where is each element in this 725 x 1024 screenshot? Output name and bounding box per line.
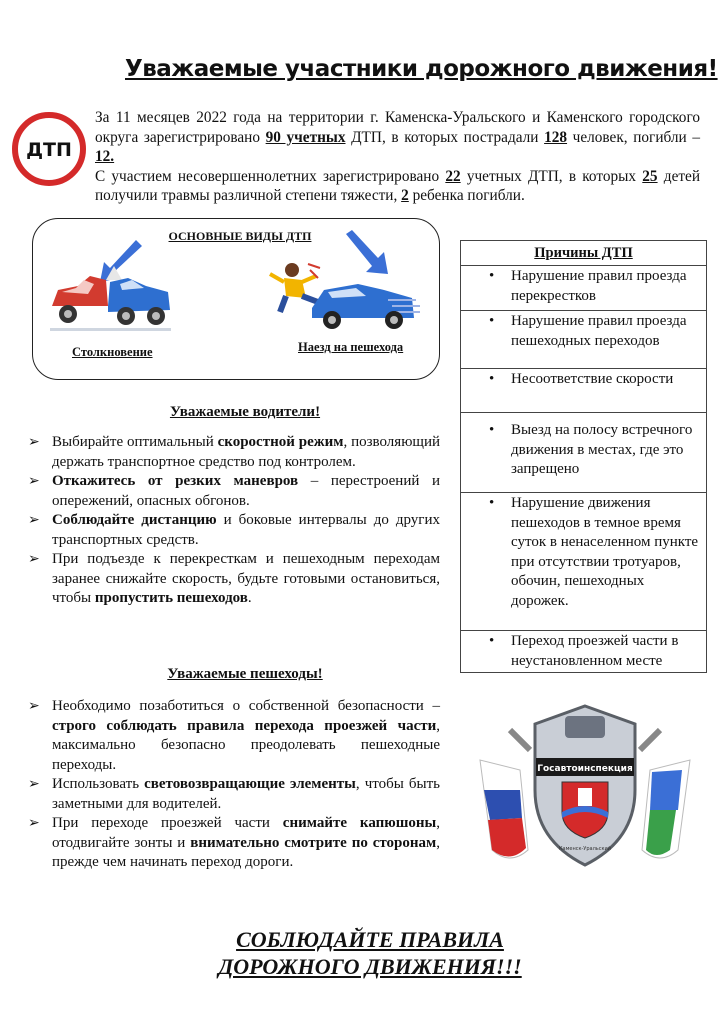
emblem-banner: Госавтоинспекция — [537, 764, 633, 774]
footer-line-2: ДОРОЖНОГО ДВИЖЕНИЯ!!! — [218, 954, 522, 979]
arrow-icon — [346, 230, 388, 274]
arrow-bullet-icon: ➢ — [28, 513, 40, 528]
arrow-bullet-icon: ➢ — [28, 816, 40, 831]
list-item: ➢ Соблюдайте дистанцию и боковые интервалы до других транспортных средств. — [28, 512, 440, 548]
bullet-icon: • — [489, 422, 495, 438]
arrow-icon — [100, 240, 142, 282]
dtp-sign-icon — [12, 112, 86, 186]
list-item: ➢ Использовать световозвращающие элементы, чтобы быть заметными для водителей. — [28, 776, 441, 812]
arrow-bullet-icon: ➢ — [28, 777, 40, 792]
bullet-icon: • — [489, 268, 495, 284]
bullet-icon: • — [489, 633, 495, 649]
page-title: Уважаемые участники дорожного движения! — [125, 56, 718, 82]
footer-slogan — [150, 926, 590, 980]
reason-row: • Нарушение правил проезда перекрестков — [461, 266, 706, 311]
bullet-icon: • — [489, 313, 495, 329]
list-item: ➢ Выбирайте оптимальный скоростной режим, позволяющий держать транспортное средство под контролем. — [28, 434, 441, 470]
reason-row: • Нарушение движения пешеходов в темное время суток в ненаселенном пункте при отсутствии тротуаров, обочин, пешеходных дорожек. — [461, 493, 706, 631]
reasons-title: Причины ДТП — [461, 241, 706, 266]
emblem-city: Каменск-Уральский — [559, 846, 611, 852]
pedestrians-list — [28, 697, 440, 873]
pedestrian-label: Наезд на пешехода — [298, 340, 404, 354]
pedestrian-hit-illustration — [262, 230, 422, 340]
drivers-list — [28, 433, 440, 609]
bullet-icon: • — [489, 495, 495, 511]
reason-row: • Переход проезжей части в неустановленном месте — [489, 633, 679, 669]
gibdd-emblem — [470, 700, 700, 870]
list-item: ➢ При подъезде к перекресткам и пешеходным переходам заранее снижайте скорость, будьте готовыми остановиться, чтобы пропустить пешеходов. — [28, 551, 440, 606]
drivers-heading: Уважаемые водители! — [169, 404, 321, 420]
intro-paragraph-2: С участием несовершеннолетних зарегистрировано 22 учетных ДТП, в которых 25 детей получили травмы различной степени тяжести, 2 ребенка погибли. — [95, 167, 701, 204]
list-item: ➢ При переходе проезжей части снимайте капюшоны, отодвигайте зонты и внимательно смотрите по сторонам, прежде чем начинать переход дороги. — [28, 815, 441, 870]
collision-label: Столкновение — [72, 345, 153, 359]
arrow-bullet-icon: ➢ — [28, 435, 40, 450]
intro-paragraph-1: За 11 месяцев 2022 года на территории г. Каменска-Уральского и Каменского городского округа зарегистрировано 90 учетных ДТП, в которых пострадали 128 человек, погибли – 12. — [95, 109, 700, 165]
arrow-bullet-icon: ➢ — [28, 474, 40, 489]
arrow-bullet-icon: ➢ — [28, 552, 40, 567]
collision-illustration — [48, 236, 173, 344]
arrow-bullet-icon: ➢ — [28, 699, 40, 714]
footer-line-1: СОБЛЮДАЙТЕ ПРАВИЛА — [236, 927, 504, 952]
bullet-icon: • — [489, 371, 495, 387]
reason-row: • Нарушение правил проезда пешеходных переходов — [461, 311, 706, 369]
dtp-types-title: ОСНОВНЫЕ ВИДЫ ДТП — [168, 229, 312, 243]
reason-row: • Несоответствие скорости — [461, 369, 706, 413]
list-item: ➢ Необходимо позаботиться о собственной безопасности – строго соблюдать правила перехода проезжей части, максимально безопасно преодолевать пешеходные переходы. — [28, 698, 440, 773]
reason-row: • Выезд на полосу встречного движения в местах, где это запрещено — [461, 413, 706, 493]
list-item: ➢ Откажитесь от резких маневров – перестроений и опережений, опасных обгонов. — [28, 473, 441, 509]
sign-text: ДТП — [26, 139, 72, 161]
intro-text — [95, 108, 700, 206]
pedestrians-heading: Уважаемые пешеходы! — [167, 666, 323, 682]
reasons-table — [460, 240, 707, 673]
